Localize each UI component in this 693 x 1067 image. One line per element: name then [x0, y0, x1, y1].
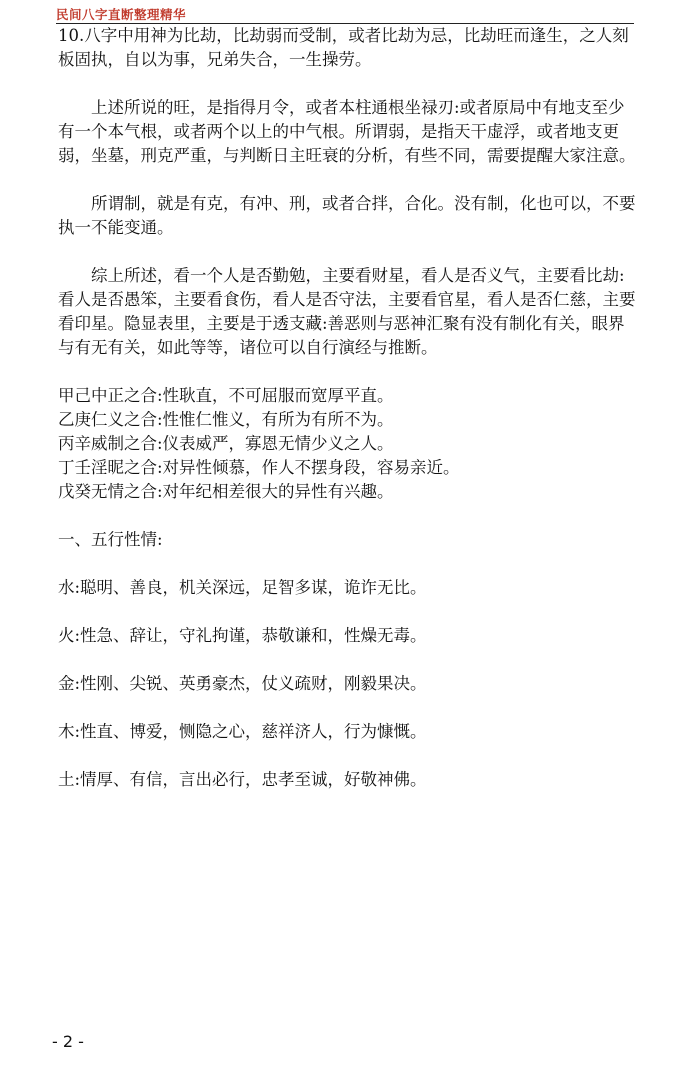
element-line-fire: 火:性急、辞让，守礼拘谨，恭敬谦和，性燥无毒。	[58, 626, 427, 645]
paragraph-wang-ruo: 上述所说的旺，是指得月令，或者本柱通根坐禄刃:或者原局中有地支至少有一个本气根，或者两个以上的中气根。所谓弱，是指天干虚浮，或者地支更弱，坐墓，刑克严重，与判断日主旺衰的分析，有些不同，需要提醒大家注意。	[58, 98, 636, 165]
combo-line: 甲己中正之合:性耿直，不可屈服而宽厚平直。	[58, 386, 394, 405]
paragraph-zhi: 所谓制，就是有克，有冲、刑，或者合拌，合化。没有制，化也可以，不要执一不能变通。	[58, 194, 636, 237]
combo-line: 戊癸无情之合:对年纪相差很大的异性有兴趣。	[58, 482, 394, 501]
combo-line: 丙辛威制之合:仪表威严，寡恩无情少义之人。	[58, 434, 394, 453]
combo-line: 丁壬淫昵之合:对异性倾慕，作人不摆身段，容易亲近。	[58, 458, 460, 477]
element-line-water: 水:聪明、善良，机关深远，足智多谋，诡诈无比。	[58, 578, 427, 597]
element-line-wood: 木:性直、博爱，恻隐之心，慈祥济人，行为慷慨。	[58, 722, 427, 741]
running-header: 民间八字直断整理精华	[56, 7, 187, 22]
element-line-earth: 土:情厚、有信，言出必行，忠孝至诚，好敬神佛。	[58, 770, 427, 789]
combo-line: 乙庚仁义之合:性惟仁惟义，有所为有所不为。	[58, 410, 394, 429]
section-title: 一、五行性情:	[58, 530, 163, 549]
page-number: - 2 -	[52, 1032, 84, 1051]
element-line-metal: 金:性刚、尖锐、英勇豪杰，仗义疏财，刚毅果决。	[58, 674, 427, 693]
combo-list	[58, 384, 640, 504]
paragraph-summary: 综上所述，看一个人是否勤勉，主要看财星，看人是否义气，主要看比劫:看人是否愚笨，主要看食伤，看人是否守法，主要看官星，看人是否仁慈，主要看印星。隐显表里，主要是于透支藏:善恶则与恶神汇聚有没有制化有关，眼界与有无有关，如此等等，诸位可以自行演经与推断。	[58, 266, 636, 357]
paragraph-item-10: 10.八字中用神为比劫，比劫弱而受制，或者比劫为忌，比劫旺而逢生，之人刻板固执，自以为事，兄弟失合，一生操劳。	[58, 26, 629, 69]
page-body	[58, 24, 640, 792]
